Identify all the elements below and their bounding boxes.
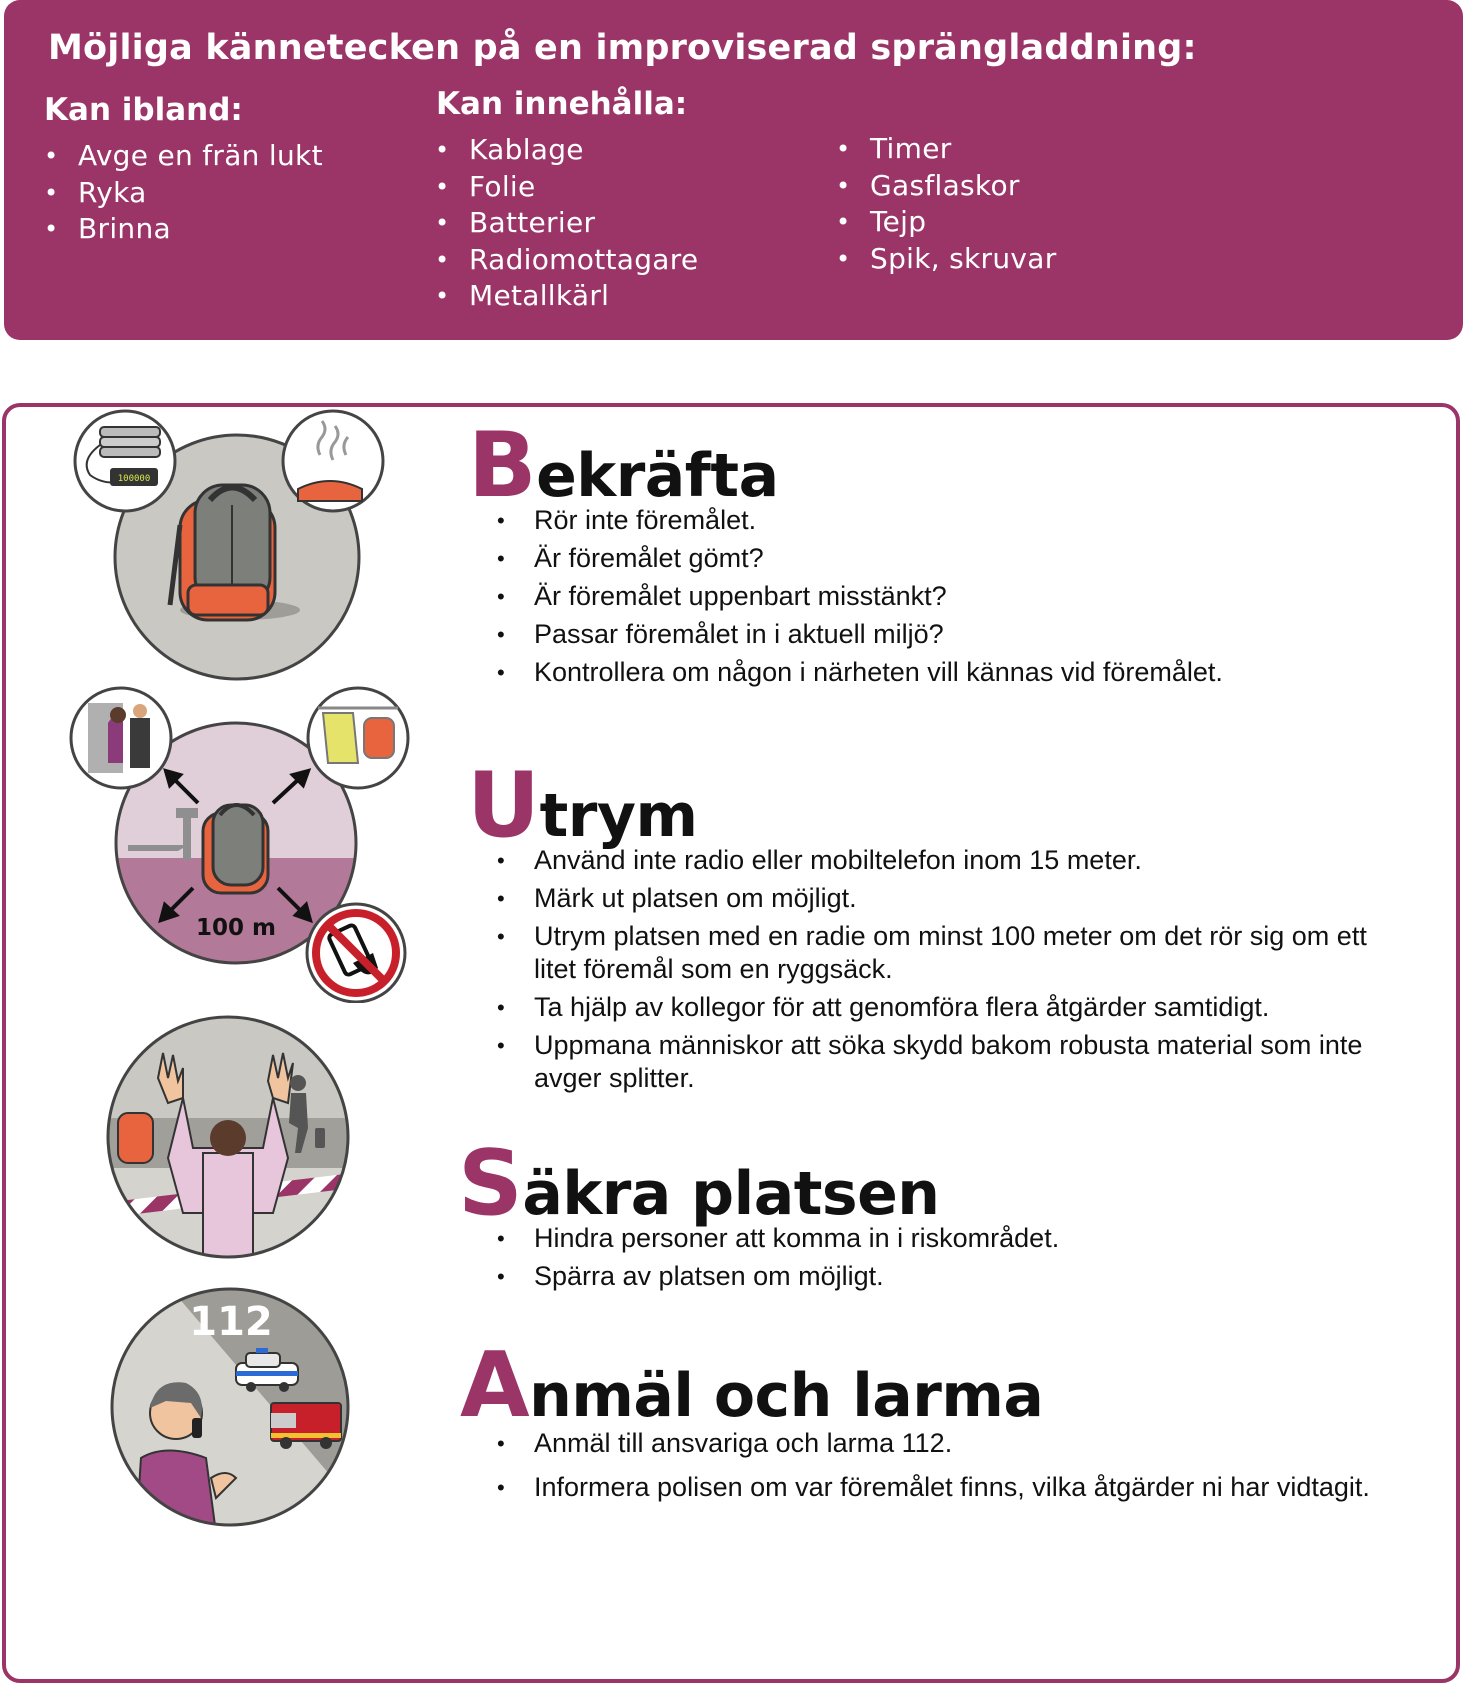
list-item: • Anmäl till ansvariga och larma 112. (497, 1427, 1447, 1460)
list-item: • Rör inte föremålet. (497, 504, 1397, 537)
list-item: • Gasflaskor (836, 168, 1057, 205)
list-item: • Hindra personer att komma in i riskområdet. (497, 1222, 1397, 1255)
list-item: • Ta hjälp av kollegor för att genomföra flera åtgärder samtidigt. (497, 991, 1397, 1024)
section-title-secure (458, 1131, 940, 1236)
list-item: • Folie (435, 169, 698, 206)
list-item: • Spärra av platsen om möjligt. (497, 1260, 1397, 1293)
list-item: • Radiomottagare (435, 242, 698, 279)
list-item: • Passar föremålet in i aktuell miljö? (497, 618, 1397, 651)
list-item: • Är föremålet uppenbart misstänkt? (497, 580, 1397, 613)
section-title-rest: ekräfta (536, 441, 779, 511)
section-initial: A (460, 1333, 530, 1438)
list-item: • Brinna (44, 211, 323, 248)
secure-illustration (103, 1013, 353, 1263)
list-item: • Tejp (836, 204, 1057, 241)
section-initial: B (468, 413, 537, 518)
list-item: • Är föremålet gömt? (497, 542, 1397, 575)
list-item: • Informera polisen om var föremålet finns, vilka åtgärder ni har vidtagit. (497, 1471, 1447, 1504)
sometimes-list (44, 138, 323, 248)
section-initial: S (458, 1131, 523, 1236)
contains-list-1 (435, 132, 698, 315)
list-item: • Timer (836, 131, 1057, 168)
list-item: • Ryka (44, 175, 323, 212)
section-title-confirm (468, 413, 779, 518)
confirm-illustration (70, 405, 390, 685)
emergency-number: 112 (189, 1299, 273, 1345)
backpack-icon (203, 805, 268, 893)
list-item: • Metallkärl (435, 278, 698, 315)
contains-heading: Kan innehålla: (436, 86, 688, 122)
contains-list-2 (836, 131, 1057, 277)
list-item: • Använd inte radio eller mobiltelefon inom 15 meter. (497, 844, 1397, 877)
section-title-rest: trym (539, 781, 698, 851)
backpack-icon (118, 1113, 153, 1163)
list-item: • Utrym platsen med en radie om minst 100 meter om det rör sig om ett litet föremål som en ryggsäck. (497, 920, 1397, 986)
section-title-rest: äkra platsen (522, 1159, 940, 1229)
panel-title: Möjliga kännetecken på en improviserad sprängladdning: (48, 28, 1197, 68)
section-initial: U (467, 753, 540, 858)
secure-steps-list (497, 1222, 1397, 1298)
people-icon (76, 693, 166, 783)
section-title-evacuate (467, 753, 698, 858)
list-item: • Kontrollera om någon i närheten vill kännas vid föremålet. (497, 656, 1397, 689)
timer-display: 100000 (117, 474, 151, 484)
confirm-steps-list (497, 504, 1397, 694)
sometimes-heading: Kan ibland: (44, 92, 243, 128)
report-steps-list (497, 1427, 1447, 1515)
distance-label: 100 m (196, 915, 276, 941)
small-backpack-icon (298, 481, 362, 501)
list-item: • Batterier (435, 205, 698, 242)
list-item: • Märk ut platsen om möjligt. (497, 882, 1397, 915)
list-item: • Kablage (435, 132, 698, 169)
section-title-rest: nmäl och larma (529, 1361, 1044, 1431)
evacuate-illustration (68, 683, 413, 1003)
section-title-report (460, 1333, 1043, 1438)
evacuate-steps-list (497, 844, 1397, 1100)
list-item: • Spik, skruvar (836, 241, 1057, 278)
report-illustration (106, 1283, 354, 1533)
characteristics-panel (4, 0, 1463, 340)
list-item: • Avge en frän lukt (44, 138, 323, 175)
list-item: • Uppmana människor att söka skydd bakom robusta material som inte avger splitter. (497, 1029, 1397, 1095)
